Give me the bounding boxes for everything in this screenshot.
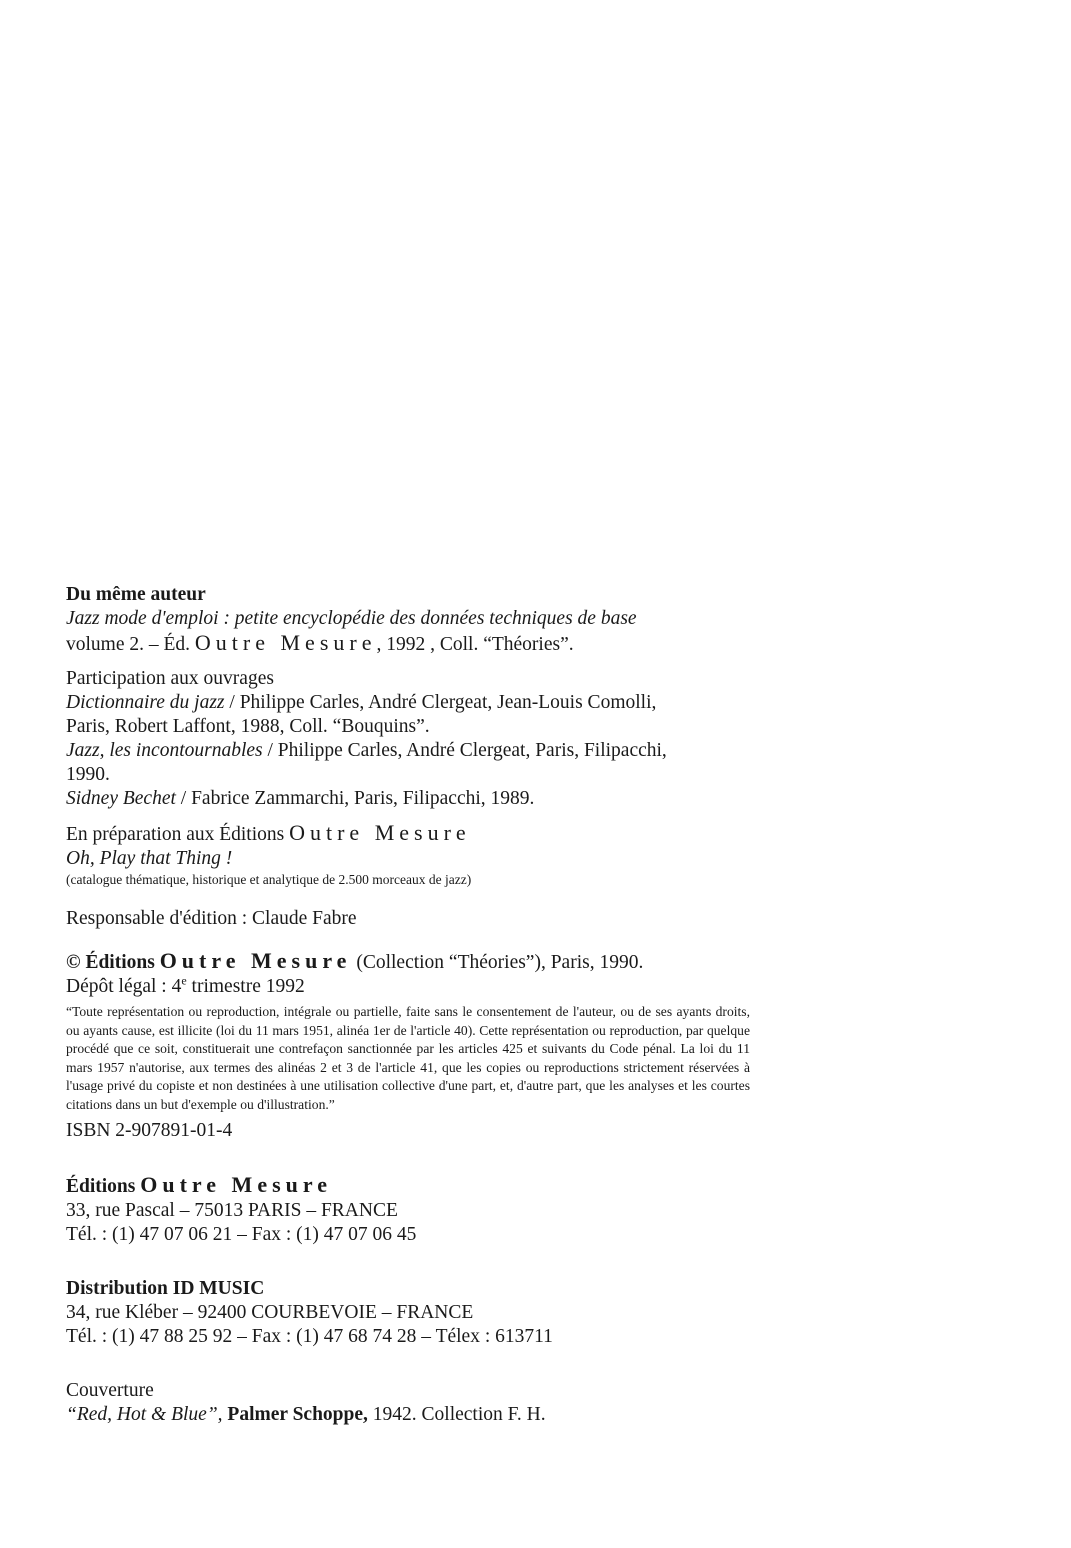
publisher-phone: Tél. : (1) 47 07 06 21 – Fax : (1) 47 07 06 45 xyxy=(66,1223,417,1245)
publisher-name: Outre Mesure xyxy=(194,630,377,655)
cover-details: 1942. Collection F. H. xyxy=(367,1403,546,1425)
participation-item xyxy=(66,739,766,763)
publisher-heading xyxy=(66,1173,766,1199)
in-preparation-line xyxy=(66,821,766,847)
participation-title: Dictionnaire du jazz xyxy=(66,692,225,713)
distribution-phone: Tél. : (1) 47 88 25 92 – Fax : (1) 47 68 74 28 – Télex : 613711 xyxy=(66,1325,553,1347)
copyright-suffix: (Collection “Théories”), Paris, 1990. xyxy=(351,952,644,973)
participation-details: / Philippe Carles, André Clergeat, Jean-Louis Comolli, xyxy=(224,692,657,713)
cover-credit xyxy=(66,1403,766,1427)
same-author-heading: Du même auteur xyxy=(66,584,206,605)
distribution-address: 34, rue Kléber – 92400 COURBEVOIE – FRANCE xyxy=(66,1301,474,1323)
publisher-prefix: Éditions xyxy=(66,1175,141,1197)
deposit-prefix: Dépôt légal : 4 xyxy=(66,976,182,997)
participation-details: / Fabrice Zammarchi, Paris, Filipacchi, 1989. xyxy=(175,788,535,809)
in-preparation-prefix: En préparation aux Éditions xyxy=(66,824,290,845)
participation-title: Jazz, les incontournables xyxy=(66,740,263,761)
publisher-name: Outre Mesure xyxy=(140,1171,333,1197)
book-volume-line xyxy=(66,631,766,657)
volume-prefix: volume 2. – Éd. xyxy=(66,634,195,655)
copyright-page xyxy=(66,583,766,1427)
participation-item xyxy=(66,787,766,811)
publisher-address: 33, rue Pascal – 75013 PARIS – FRANCE xyxy=(66,1199,398,1221)
in-preparation-note: (catalogue thématique, historique et analytique de 2.500 morceaux de jazz) xyxy=(66,872,472,887)
participation-item xyxy=(66,691,766,715)
book-title: Jazz mode d'emploi : petite encyclopédie des données techniques de base xyxy=(66,608,637,629)
deposit-sup: e xyxy=(181,973,187,988)
participation-continuation: 1990. xyxy=(66,764,110,785)
volume-suffix: , 1992 , Coll. “Théories”. xyxy=(376,634,574,655)
legal-deposit xyxy=(66,975,766,999)
participation-heading: Participation aux ouvrages xyxy=(66,668,274,689)
cover-title: “Red, Hot & Blue”, xyxy=(66,1403,223,1425)
copyright-line xyxy=(66,949,766,975)
distribution-heading: Distribution ID MUSIC xyxy=(66,1277,265,1299)
publisher-name: Outre Mesure xyxy=(159,948,352,973)
publisher-name: Outre Mesure xyxy=(289,820,471,845)
copyright-prefix: © Éditions xyxy=(66,952,160,973)
editor-line: Responsable d'édition : Claude Fabre xyxy=(66,908,357,929)
cover-artist: Palmer Schoppe, xyxy=(227,1403,368,1425)
participation-details: / Philippe Carles, André Clergeat, Paris, Filipacchi, xyxy=(262,740,667,761)
participation-continuation: Paris, Robert Laffont, 1988, Coll. “Bouquins”. xyxy=(66,716,430,737)
in-preparation-title: Oh, Play that Thing ! xyxy=(66,848,233,869)
cover-heading: Couverture xyxy=(66,1379,154,1401)
participation-title: Sidney Bechet xyxy=(66,788,176,809)
legal-notice: “Toute représentation ou reproduction, intégrale ou partielle, faite sans le consentement de l'auteur, ou de ses ayants droits, ou ayants cause, est illicite (loi du 11 mars 1951, alinéa 1er de l'article 40). Cette représentation ou reproduction, par quelque procédé que ce soit, constituerait une contrefaçon sanctionnée par les articles 425 et suivants du Code pénal. La loi du 11 mars 1957 n'autorise, aux termes des alinéas 2 et 3 de l'article 41, que les copies ou reproductions strictement réservées à l'usage privé du copiste et non destinées à une utilisation collective d'une part, et, d'autre part, que les analyses et les courtes citations dans un but d'exemple ou d'illustration.” xyxy=(66,1004,750,1112)
deposit-suffix: trimestre 1992 xyxy=(186,976,305,997)
isbn: ISBN 2-907891-01-4 xyxy=(66,1119,233,1141)
